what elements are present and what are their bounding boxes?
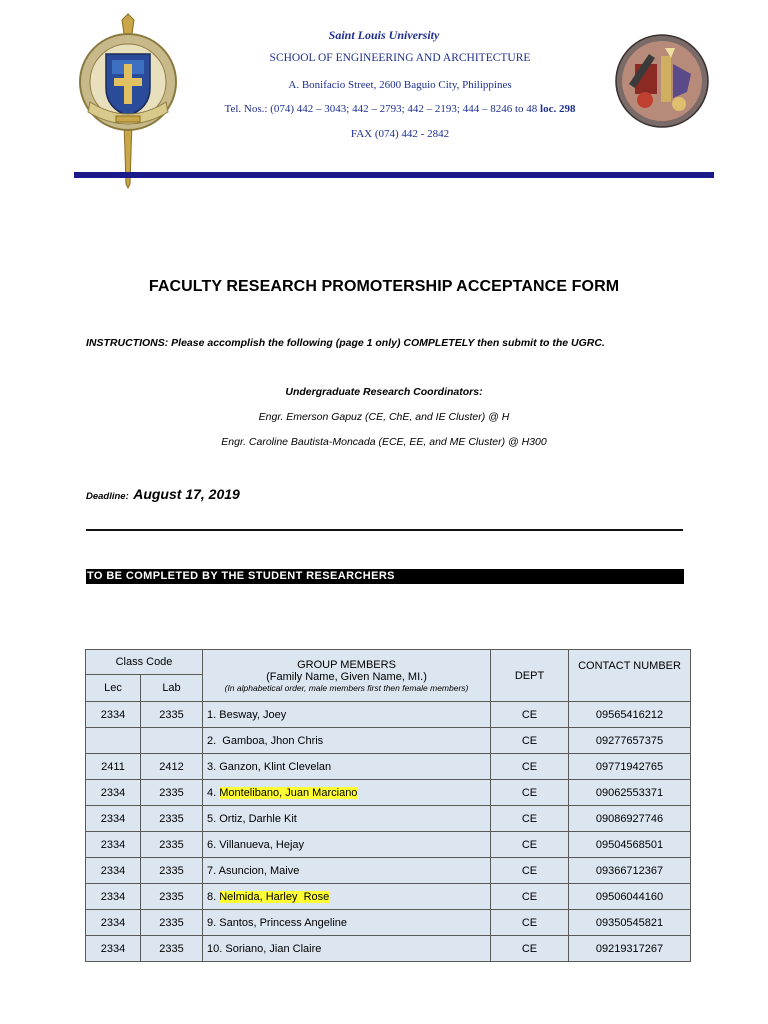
group-members-note: (In alphabetical order, male members first then female members)	[224, 682, 469, 693]
lec-cell: 2334	[86, 910, 141, 936]
lec-cell: 2334	[86, 858, 141, 884]
table-row	[86, 806, 691, 832]
member-name: Villanueva, Hejay	[219, 838, 305, 851]
deadline-value: August 17, 2019	[133, 486, 240, 502]
contact-number-cell: 09366712367	[569, 858, 691, 884]
table-row	[86, 884, 691, 910]
lab-header: Lab	[141, 675, 203, 702]
table-row	[86, 754, 691, 780]
deadline-label: Deadline:	[86, 491, 129, 502]
dept-cell: CE	[491, 806, 569, 832]
dept-header: DEPT	[491, 650, 569, 702]
contact-number-cell: 09506044160	[569, 884, 691, 910]
dept-cell: CE	[491, 702, 569, 728]
member-name-cell	[203, 806, 491, 832]
coordinators-heading: Undergraduate Research Coordinators:	[285, 386, 483, 398]
contact-number-cell: 09565416212	[569, 702, 691, 728]
school-address: A. Bonifacio Street, 2600 Baguio City, Philippines	[288, 79, 512, 91]
lec-cell: 2334	[86, 702, 141, 728]
contact-number-cell: 09771942765	[569, 754, 691, 780]
member-number: 8.	[207, 890, 220, 903]
member-name: Asuncion, Maive	[218, 864, 300, 877]
university-name: Saint Louis University	[328, 28, 440, 42]
member-name: Santos, Princess Angeline	[219, 916, 348, 929]
dept-cell: CE	[491, 936, 569, 962]
member-name-cell	[203, 936, 491, 962]
member-name-cell	[203, 910, 491, 936]
member-name-cell	[203, 780, 491, 806]
member-name: Gamboa, Jhon Chris	[222, 734, 324, 747]
fax-number: FAX (074) 442 - 2842	[350, 128, 450, 140]
member-number: 2.	[207, 734, 223, 747]
instructions-text: INSTRUCTIONS: Please accomplish the following (page 1 only) COMPLETELY then submit to the UGRC.	[86, 337, 605, 349]
lec-cell	[86, 728, 141, 754]
dept-cell: CE	[491, 858, 569, 884]
dept-cell: CE	[491, 832, 569, 858]
letterhead-divider	[74, 172, 714, 178]
member-name-cell	[203, 832, 491, 858]
lec-header: Lec	[86, 675, 141, 702]
member-name-cell	[203, 702, 491, 728]
member-number: 6.	[207, 838, 220, 851]
member-name-cell	[203, 754, 491, 780]
lab-cell: 2335	[141, 832, 203, 858]
member-name-cell	[203, 884, 491, 910]
dept-cell: CE	[491, 884, 569, 910]
lab-cell: 2335	[141, 936, 203, 962]
lec-cell: 2334	[86, 780, 141, 806]
lab-cell: 2335	[141, 806, 203, 832]
lec-cell: 2411	[86, 754, 141, 780]
class-code-header: Class Code	[86, 650, 203, 675]
table-row	[86, 910, 691, 936]
table-row	[86, 728, 691, 754]
lab-cell: 2335	[141, 780, 203, 806]
deadline	[86, 486, 240, 504]
telephone-text: Tel. Nos.: (074) 442 – 3043; 442 – 2793; 442 – 2193; 444 – 8246 to 48	[224, 103, 541, 115]
contact-number-cell: 09086927746	[569, 806, 691, 832]
member-name: Ganzon, Klint Clevelan	[219, 760, 332, 773]
member-name-cell	[203, 728, 491, 754]
contact-number-cell: 09350545821	[569, 910, 691, 936]
table-row	[86, 858, 691, 884]
section-heading: TO BE COMPLETED BY THE STUDENT RESEARCHERS	[86, 569, 684, 584]
section-divider	[86, 529, 683, 531]
contact-number-cell: 09277657375	[569, 728, 691, 754]
table-row	[86, 702, 691, 728]
member-number: 10.	[207, 942, 226, 955]
lab-cell: 2412	[141, 754, 203, 780]
member-name: Nelmida, Harley Rose	[219, 890, 330, 903]
dept-cell: CE	[491, 728, 569, 754]
contact-number-cell: 09062553371	[569, 780, 691, 806]
lec-cell: 2334	[86, 806, 141, 832]
member-name: Ortiz, Darhle Kit	[219, 812, 297, 825]
contact-number-cell: 09504568501	[569, 832, 691, 858]
member-number: 7.	[207, 864, 219, 877]
lab-cell	[141, 728, 203, 754]
dept-cell: CE	[491, 780, 569, 806]
member-number: 5.	[207, 812, 220, 825]
telephone-local: loc. 298	[540, 103, 576, 115]
member-name-cell	[203, 858, 491, 884]
member-number: 4.	[207, 786, 220, 799]
coordinator-1: Engr. Emerson Gapuz (CE, ChE, and IE Cluster) @ H	[258, 411, 510, 423]
lec-cell: 2334	[86, 832, 141, 858]
school-name: SCHOOL OF ENGINEERING AND ARCHITECTURE	[269, 52, 531, 64]
member-name: Besway, Joey	[219, 708, 287, 721]
lec-cell: 2334	[86, 884, 141, 910]
table-row	[86, 936, 691, 962]
lab-cell: 2335	[141, 910, 203, 936]
group-members-subtitle: (Family Name, Given Name, MI.)	[266, 670, 427, 683]
lab-cell: 2335	[141, 858, 203, 884]
form-title: FACULTY RESEARCH PROMOTERSHIP ACCEPTANCE FORM	[148, 278, 620, 295]
member-number: 3.	[207, 760, 220, 773]
dept-cell: CE	[491, 910, 569, 936]
group-members-title: GROUP MEMBERS	[297, 658, 396, 671]
contact-number-cell: 09219317267	[569, 936, 691, 962]
dept-cell: CE	[491, 754, 569, 780]
member-number: 1.	[207, 708, 220, 721]
lab-cell: 2335	[141, 884, 203, 910]
lab-cell: 2335	[141, 702, 203, 728]
coordinator-2: Engr. Caroline Bautista-Moncada (ECE, EE, and ME Cluster) @ H300	[221, 436, 547, 448]
table-row	[86, 832, 691, 858]
group-members-header	[203, 650, 491, 702]
member-name: Montelibano, Juan Marciano	[219, 786, 358, 799]
group-members-table	[85, 649, 691, 962]
member-name: Soriano, Jian Claire	[225, 942, 322, 955]
member-number: 9.	[207, 916, 220, 929]
contact-number-header: CONTACT NUMBER	[569, 650, 691, 702]
lec-cell: 2334	[86, 936, 141, 962]
telephone-numbers	[0, 103, 768, 115]
table-row	[86, 780, 691, 806]
